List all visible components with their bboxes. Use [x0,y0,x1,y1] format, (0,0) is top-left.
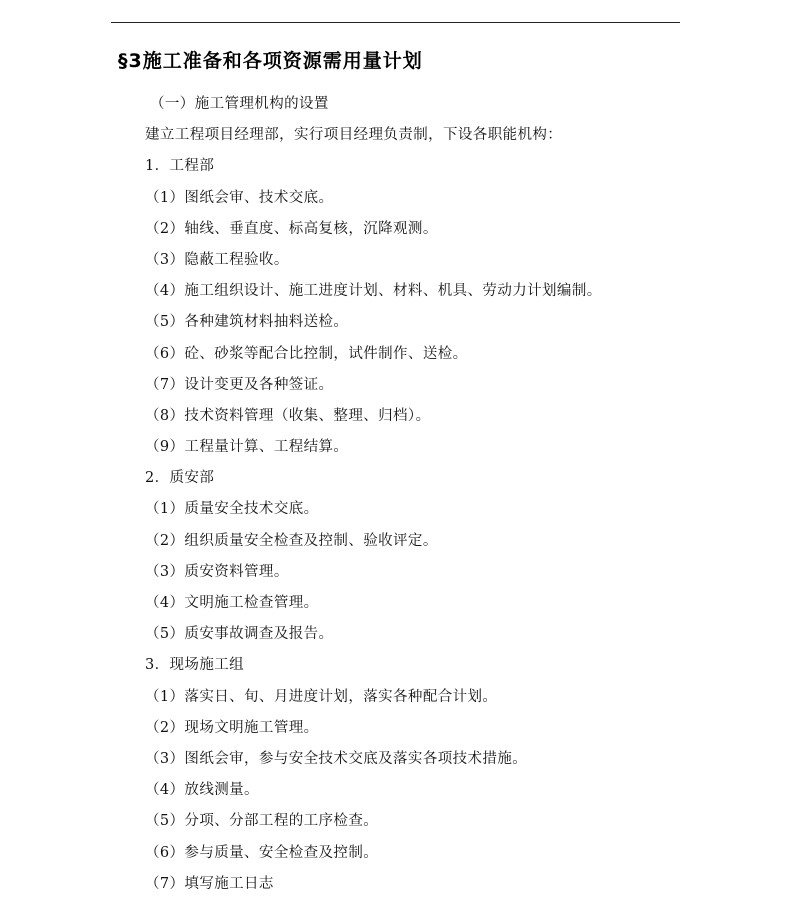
paragraph-line: （2）现场文明施工管理。 [145,719,319,736]
paragraph-line: （6）参与质量、安全检查及控制。 [145,844,379,861]
paragraph-line: （1）落实日、旬、月进度计划，落实各种配合计划。 [145,688,498,705]
paragraph-line: 2．质安部 [145,470,215,487]
paragraph-line: （1）质量安全技术交底。 [145,501,319,518]
paragraph-line: （4）施工组织设计、施工进度计划、材料、机具、劳动力计划编制。 [145,283,602,300]
paragraph-line: （5）分项、分部工程的工序检查。 [145,813,379,830]
paragraph-line: （7）设计变更及各种签证。 [145,376,334,393]
paragraph-line: 3．现场施工组 [145,657,245,674]
paragraph-line: （3）图纸会审，参与安全技术交底及落实各项技术措施。 [145,750,528,767]
paragraph-line: （1）图纸会审、技术交底。 [145,189,334,206]
paragraph-line: （4）放线测量。 [145,782,259,799]
paragraph-line: （一）施工管理机构的设置 [150,96,329,112]
paragraph-line: （9）工程量计算、工程结算。 [145,439,349,456]
paragraph-line: （2）轴线、垂直度、标高复核，沉降观测。 [145,220,438,237]
paragraph-line: （3）质安资料管理。 [145,563,289,580]
paragraph-line: （6）砼、砂浆等配合比控制，试件制作、送检。 [145,345,468,362]
paragraph-line: （7）填写施工日志 [145,875,274,892]
paragraph-line: （8）技术资料管理（收集、整理、归档）。 [145,407,431,424]
paragraph-line: 建立工程项目经理部，实行项目经理负责制，下设各职能机构： [145,127,563,144]
section-heading: §3施工准备和各项资源需用量计划 [118,50,423,72]
header-rule [111,22,680,23]
paragraph-line: （5）质安事故调查及报告。 [145,626,334,643]
paragraph-line: （3）隐蔽工程验收。 [145,251,289,268]
paragraph-line: 1．工程部 [145,158,215,175]
paragraph-line: （5）各种建筑材料抽料送检。 [145,314,349,331]
paragraph-line: （2）组织质量安全检查及控制、验收评定。 [145,532,438,549]
paragraph-line: （4）文明施工检查管理。 [145,595,319,611]
body-text [0,93,793,904]
